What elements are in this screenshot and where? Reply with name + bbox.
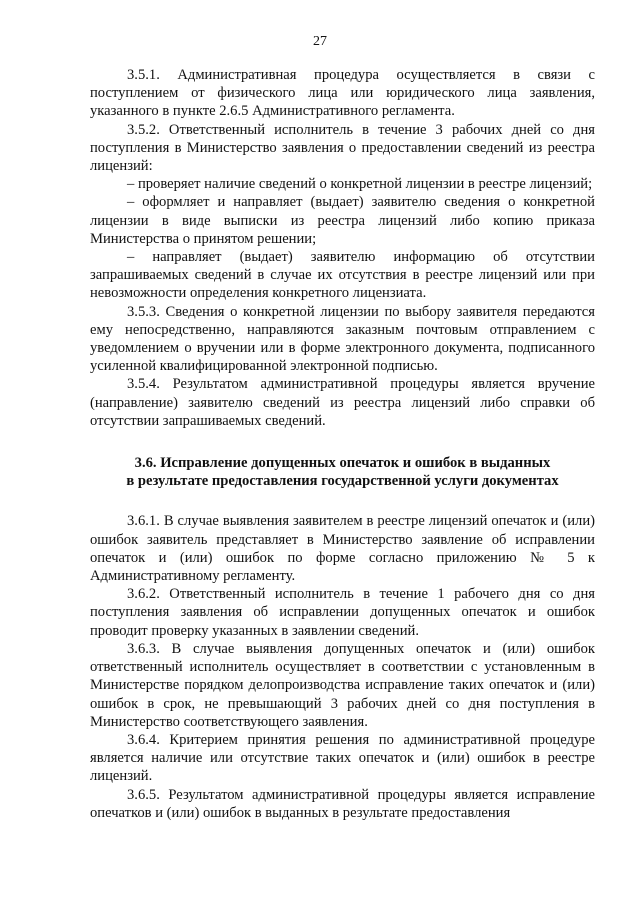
document-body [90, 66, 595, 822]
paragraph-3-6-2: 3.6.2. Ответственный исполнитель в течение 1 рабочего дня со дня поступления заявления об исправлении допущенных опечаток и ошибок проводит проверку указанных в заявлении сведений. [90, 586, 595, 639]
paragraph-3-5-4: 3.5.4. Результатом административной процедуры является вручение (направление) заявителю сведений из реестра лицензий либо справки об отсутствии запрашиваемых сведений. [90, 376, 595, 429]
list-item-issue-extract: – оформляет и направляет (выдает) заявителю сведения о конкретной лицензии в виде выписки из реестра лицензий либо копию приказа Министерства о принятом решении; [90, 194, 595, 247]
paragraph-3-5-2: 3.5.2. Ответственный исполнитель в течение 3 рабочих дней со дня поступления в Министерство заявления о предоставлении сведений из реестра лицензий: [90, 121, 595, 175]
paragraph-3-5-3: 3.5.3. Сведения о конкретной лицензии по выбору заявителя передаются ему непосредственно, направляются заказным почтовым отправлением с уведомлением о вручении или в форме электронного документа, подписанного усиленной квалифицированной электронной подписью. [90, 303, 595, 375]
paragraph-3-6-4: 3.6.4. Критерием принятия решения по административной процедуре является наличие или отсутствие таких опечаток и (или) ошибок в реестре лицензий. [90, 731, 595, 785]
section-heading-3-6 [90, 454, 595, 490]
section-heading-line-2: в результате предоставления государственной услуги документах [126, 473, 559, 490]
list-item-no-records: – направляет (выдает) заявителю информацию об отсутствии запрашиваемых сведений в случае их отсутствия в реестре лицензий или при невозможности определения конкретного лицензиата. [90, 249, 595, 302]
paragraph-3-6-3: 3.6.3. В случае выявления допущенных опечаток и (или) ошибок ответственный исполнитель осуществляет в соответствии с установленным в Министерстве порядком делопроизводства исправление таких опечаток и (или) ошибок в срок, не превышающий 3 рабочих дней со дня поступления в Министерство соответствующего заявления. [90, 640, 595, 730]
paragraph-3-6-1: 3.6.1. В случае выявления заявителем в реестре лицензий опечаток и (или) ошибок заявитель представляет в Министерство заявление об исправлении опечаток и (или) ошибок по форме согласно приложению № 5 к Административному регламенту. [90, 513, 595, 585]
section-heading-line-1: 3.6. Исправление допущенных опечаток и ошибок в выданных [134, 455, 551, 472]
paragraph-3-6-5: 3.6.5. Результатом административной процедуры является исправление опечатков и (или) ошибок в выданных в результате предоставления [90, 786, 595, 821]
paragraph-3-5-1: 3.5.1. Административная процедура осуществляется в связи с поступлением от физического лица или юридического лица заявления, указанного в пункте 2.6.5 Административного регламента. [90, 67, 595, 120]
list-item-check-records: – проверяет наличие сведений о конкретной лицензии в реестре лицензий; [127, 176, 593, 193]
page-number: 27 [313, 34, 327, 49]
